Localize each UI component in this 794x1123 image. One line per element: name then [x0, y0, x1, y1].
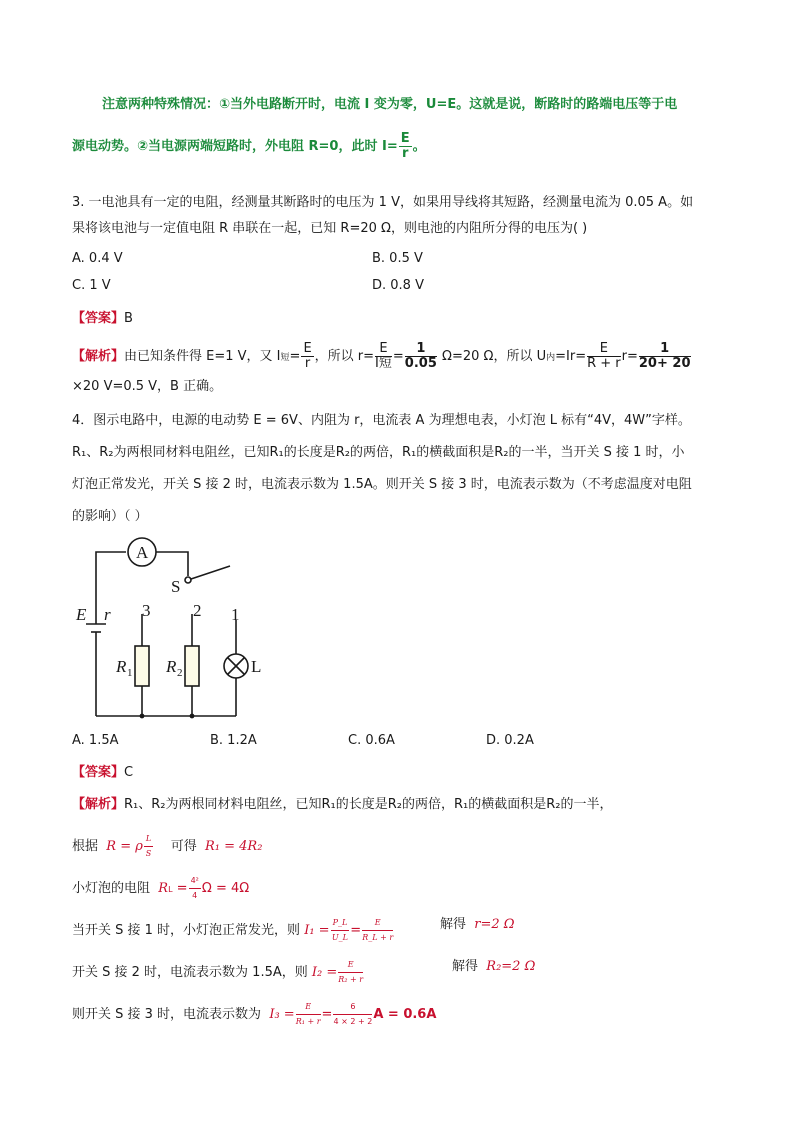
q4-step-3: 当开关 S 接 1 时，小灯泡正常发光，则 I₁ = $\frac{P\_L}{U\_L}$ = $\frac{E}{R\_L + r}$: [72, 918, 394, 942]
ammeter-label: A: [136, 543, 149, 562]
note-fraction: $\frac{E}{r}$: [400, 131, 410, 161]
q3-analysis-line-1: 【解析】由已知条件得 E=1 V，又 I短= $\frac{E}{r}$ ，所以 r= $\frac{E}{\text{I短}}$ = $\frac{1}{0.05}$ Ω=20 Ω，所以 U内=Ir= $\frac{E}{R + r}$ r= $\frac{1}{20+ 20}$: [72, 341, 691, 371]
r1-label: R: [116, 657, 127, 676]
q3-option-b: B. 0.5 V: [372, 251, 423, 266]
q4-step-3-solution: 解得 r=2 Ω: [440, 917, 515, 932]
q3-frac-3: $\frac{1}{0.05}$: [404, 341, 437, 371]
r1-resistor: [135, 646, 149, 686]
q3-option-c: C. 1 V: [72, 278, 111, 293]
q4-step-4-solution: 解得 R₂=2 Ω: [452, 959, 536, 974]
r2-resistor: [185, 646, 199, 686]
r2-label: R: [166, 657, 177, 676]
q3-answer: 【答案】B: [72, 311, 133, 326]
r1-sub: 1: [127, 667, 133, 679]
note-line-2: 源电动势。②当电源两端短路时，外电阻 R=0，此时 I= $\frac{E}{r}$ 。: [72, 131, 426, 161]
q3-frac-5: $\frac{1}{20+ 20}$: [638, 341, 691, 371]
q4-line-2: R₁、R₂为两根同材料电阻丝，已知R₁的长度是R₂的两倍，R₁的横截面积是R₂的一半，当开关 S 接 1 时，小: [72, 445, 685, 460]
switch-pivot: [185, 577, 191, 583]
q4-circuit-diagram: [70, 536, 270, 722]
q4-analysis-line-1: 【解析】R₁、R₂为两根同材料电阻丝，已知R₁的长度是R₂的两倍，R₁的横截面积是R₂的一半，: [72, 797, 613, 812]
q4-line-1: 4．图示电路中，电源的电动势 E = 6V、内阻为 r，电流表 A 为理想电表，小灯泡 L 标有“4V，4W”字样。: [72, 413, 691, 428]
q4-line-4: 的影响）（ ）: [72, 509, 148, 524]
q3-option-a: A. 0.4 V: [72, 251, 123, 266]
q4-step-5: 则开关 S 接 3 时，电流表示数为 I₃ = $\frac{E}{\text{R₁ + r}}$ = $\frac{6}{4 \times 2 + 2}$ A = 0.6A: [72, 1002, 437, 1026]
q4-step-4: 开关 S 接 2 时，电流表示数为 1.5A，则 I₂ = $\frac{E}{\text{R₂ + r}}$: [72, 960, 364, 984]
emf-label: E: [76, 605, 87, 624]
terminal-1-label: 1: [231, 605, 240, 624]
q4-step-2: 小灯泡的电阻 RL = $\frac{\text{4²}}{4}$ Ω = 4Ω: [72, 876, 250, 900]
q4-answer: 【答案】C: [72, 765, 134, 780]
q3-line-2: 果将该电池与一定值电阻 R 串联在一起，已知 R=20 Ω，则电池的内阻所分得的电压为( ): [72, 221, 588, 236]
lamp-label: L: [251, 657, 262, 676]
switch-label: S: [171, 577, 181, 596]
internal-resistance-label: r: [104, 605, 111, 624]
q3-analysis-line-2: ×20 V=0.5 V，B 正确。: [72, 379, 223, 394]
q4-line-3: 灯泡正常发光，开关 S 接 2 时，电流表示数为 1.5A。则开关 S 接 3 时，电流表示数为（不考虑温度对电阻: [72, 477, 692, 492]
terminal-2-label: 2: [193, 601, 202, 620]
note-line-1: 注意两种特殊情况：①当外电路断开时，电流 I 变为零，U=E。这就是说，断路时的路端电压等于电: [102, 97, 678, 112]
q3-line-1: 3. 一电池具有一定的电阻，经测量其断路时的电压为 1 V，如果用导线将其短路，经测量电流为 0.05 A。如: [72, 195, 694, 210]
q3-frac-4: $\frac{E}{R + r}$: [587, 341, 621, 371]
terminal-3-label: 3: [142, 601, 151, 620]
q3-option-d: D. 0.8 V: [372, 278, 424, 293]
r2-sub: 2: [177, 667, 183, 679]
q4-option-c: C. 0.6A: [348, 733, 395, 748]
q3-frac-1: $\frac{E}{r}$: [303, 341, 312, 371]
q4-step-1: 根据 R = ρ $\frac{L}{S}$ 可得 R₁ = 4R₂: [72, 834, 263, 858]
q3-frac-2: $\frac{E}{\text{I短}}$: [375, 341, 392, 371]
q4-option-a: A. 1.5A: [72, 733, 119, 748]
q4-option-b: B. 1.2A: [210, 733, 257, 748]
q4-option-d: D. 0.2A: [486, 733, 534, 748]
